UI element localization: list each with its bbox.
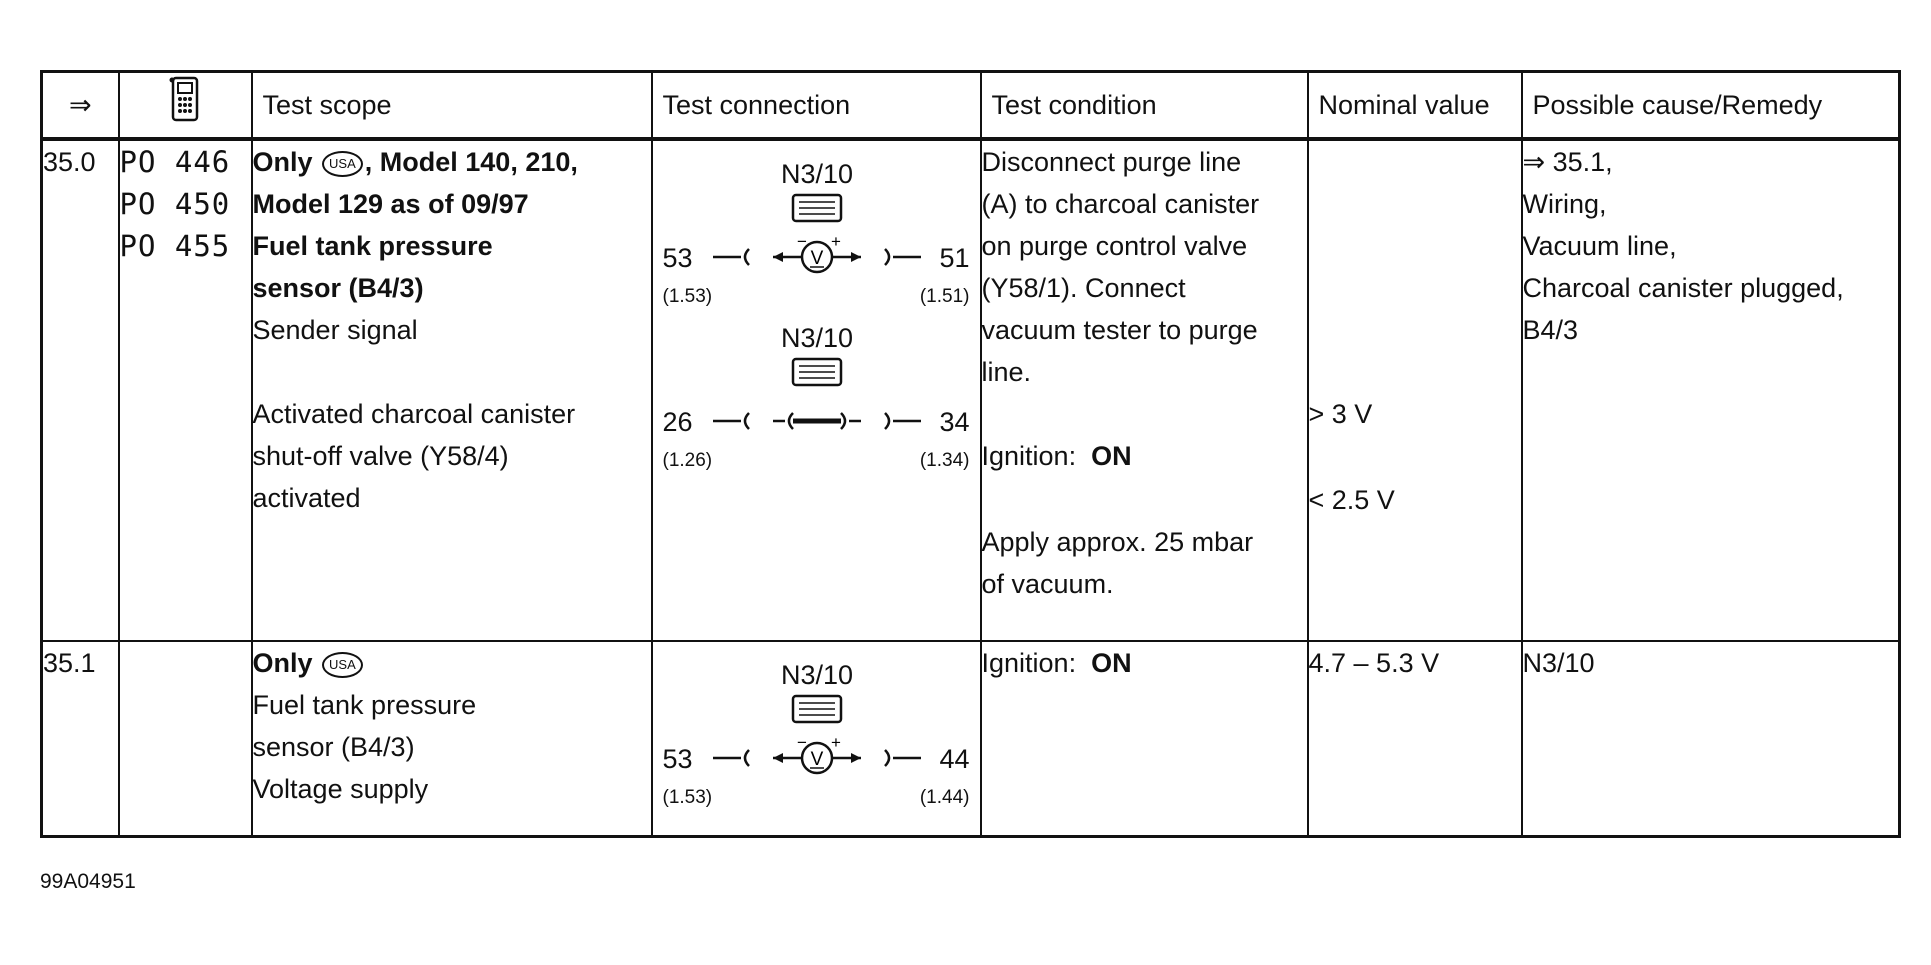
table-row	[42, 139, 1900, 641]
ignition-label: Ignition:	[981, 648, 1077, 678]
pin-sub-left: (1.53)	[662, 286, 713, 307]
cause-line: Vacuum line,	[1522, 231, 1677, 261]
cause-line: B4/3	[1522, 315, 1579, 345]
test-condition-cell	[981, 139, 1308, 641]
test-condition-cell	[981, 641, 1308, 836]
pin-left: 53	[662, 744, 693, 774]
nominal-value: > 3 V	[1308, 399, 1373, 429]
pin-sub-right: (1.51)	[919, 286, 970, 307]
possible-cause-cell	[1522, 641, 1900, 836]
test-connection-header: Test connection	[652, 72, 981, 140]
scope-line	[253, 141, 651, 183]
ignition-value: ON	[1091, 441, 1132, 471]
step-number: 35.0	[42, 139, 119, 641]
cause-line: Wiring,	[1522, 189, 1607, 219]
scope-line: Voltage supply	[252, 774, 429, 804]
model-text: , Model 140, 210,	[364, 147, 578, 177]
pin-right: 44	[939, 744, 970, 774]
condition-line: on purge control valve	[981, 231, 1248, 261]
ignition-condition	[982, 642, 1307, 684]
voltmeter-diagram	[661, 692, 973, 792]
pin-left: 53	[662, 243, 693, 273]
test-scope-header: Test scope	[252, 72, 652, 140]
test-scope-cell	[252, 139, 652, 641]
cause-line: N3/10	[1522, 648, 1595, 678]
voltmeter-diagram	[661, 191, 973, 291]
jumper-diagram	[661, 355, 973, 455]
scope-line: Fuel tank pressure	[252, 231, 493, 261]
fault-codes	[119, 641, 252, 836]
pin-sub-right: (1.44)	[919, 787, 970, 808]
nominal-value-cell	[1308, 641, 1522, 836]
figure-id: 99A04951	[40, 870, 136, 893]
test-scope-cell	[252, 641, 652, 836]
svg-text:−: −	[796, 232, 807, 251]
arrow-header: ⇒	[42, 72, 119, 140]
pin-sub-left: (1.26)	[662, 450, 713, 471]
only-label: Only	[252, 147, 313, 177]
condition-line: Disconnect purge line	[981, 147, 1242, 177]
test-connection-cell	[652, 641, 981, 836]
connection-diagram	[661, 321, 974, 489]
scope-line: sensor (B4/3)	[252, 732, 415, 762]
usa-badge: USA	[322, 652, 363, 678]
table-row	[42, 641, 1900, 836]
scope-line: Sender signal	[252, 315, 418, 345]
pin-sub-left: (1.53)	[662, 787, 713, 808]
svg-text:V: V	[810, 248, 823, 269]
ignition-label: Ignition:	[981, 441, 1077, 471]
nominal-value-cell	[1308, 139, 1522, 641]
svg-text:V: V	[810, 749, 823, 770]
scope-line: Activated charcoal canister	[252, 399, 576, 429]
test-condition-header: Test condition	[981, 72, 1308, 140]
only-label: Only	[252, 648, 313, 678]
condition-line: (A) to charcoal canister	[981, 189, 1260, 219]
ignition-value: ON	[1091, 648, 1132, 678]
ignition-condition	[982, 435, 1307, 477]
nominal-value-header: Nominal value	[1308, 72, 1522, 140]
pin-right: 51	[939, 243, 970, 273]
cause-line: Charcoal canister plugged,	[1522, 273, 1844, 303]
fault-codes	[119, 139, 252, 641]
pin-right: 34	[939, 407, 970, 437]
test-connection-cell	[652, 139, 981, 641]
svg-text:+: +	[830, 232, 841, 251]
scope-line: Model 129 as of 09/97	[252, 189, 529, 219]
scope-line: Fuel tank pressure	[252, 690, 477, 720]
cause-line: ⇒ 35.1,	[1522, 147, 1613, 177]
connector-label: N3/10	[780, 660, 854, 690]
possible-cause-header: Possible cause/Remedy	[1522, 72, 1900, 140]
condition-line: vacuum tester to purge	[981, 315, 1258, 345]
connection-diagram	[661, 157, 974, 325]
svg-text:+: +	[830, 733, 841, 752]
fault-code: PO 455	[119, 229, 231, 263]
condition-line: (Y58/1). Connect	[981, 273, 1186, 303]
fault-code: PO 446	[119, 145, 231, 179]
possible-cause-cell	[1522, 139, 1900, 641]
scope-line: shut-off valve (Y58/4)	[252, 441, 509, 471]
usa-badge: USA	[322, 151, 363, 177]
connector-label: N3/10	[780, 323, 854, 353]
condition-line: line.	[981, 357, 1032, 387]
scope-line: activated	[252, 483, 361, 513]
tester-header	[119, 72, 252, 140]
svg-text:−: −	[796, 733, 807, 752]
table-header-row	[42, 72, 1900, 140]
tester-icon	[168, 76, 202, 122]
pin-sub-right: (1.34)	[919, 450, 970, 471]
step-number: 35.1	[42, 641, 119, 836]
diagnostic-table	[40, 70, 1901, 838]
nominal-value: 4.7 – 5.3 V	[1308, 648, 1440, 678]
nominal-value: < 2.5 V	[1308, 485, 1395, 515]
connector-label: N3/10	[780, 159, 854, 189]
scope-line	[253, 642, 651, 684]
pin-left: 26	[662, 407, 693, 437]
fault-code: PO 450	[119, 187, 231, 221]
connection-diagram	[661, 658, 974, 826]
condition-line: of vacuum.	[981, 569, 1114, 599]
scope-line: sensor (B4/3)	[252, 273, 424, 303]
condition-line: Apply approx. 25 mbar	[981, 527, 1254, 557]
